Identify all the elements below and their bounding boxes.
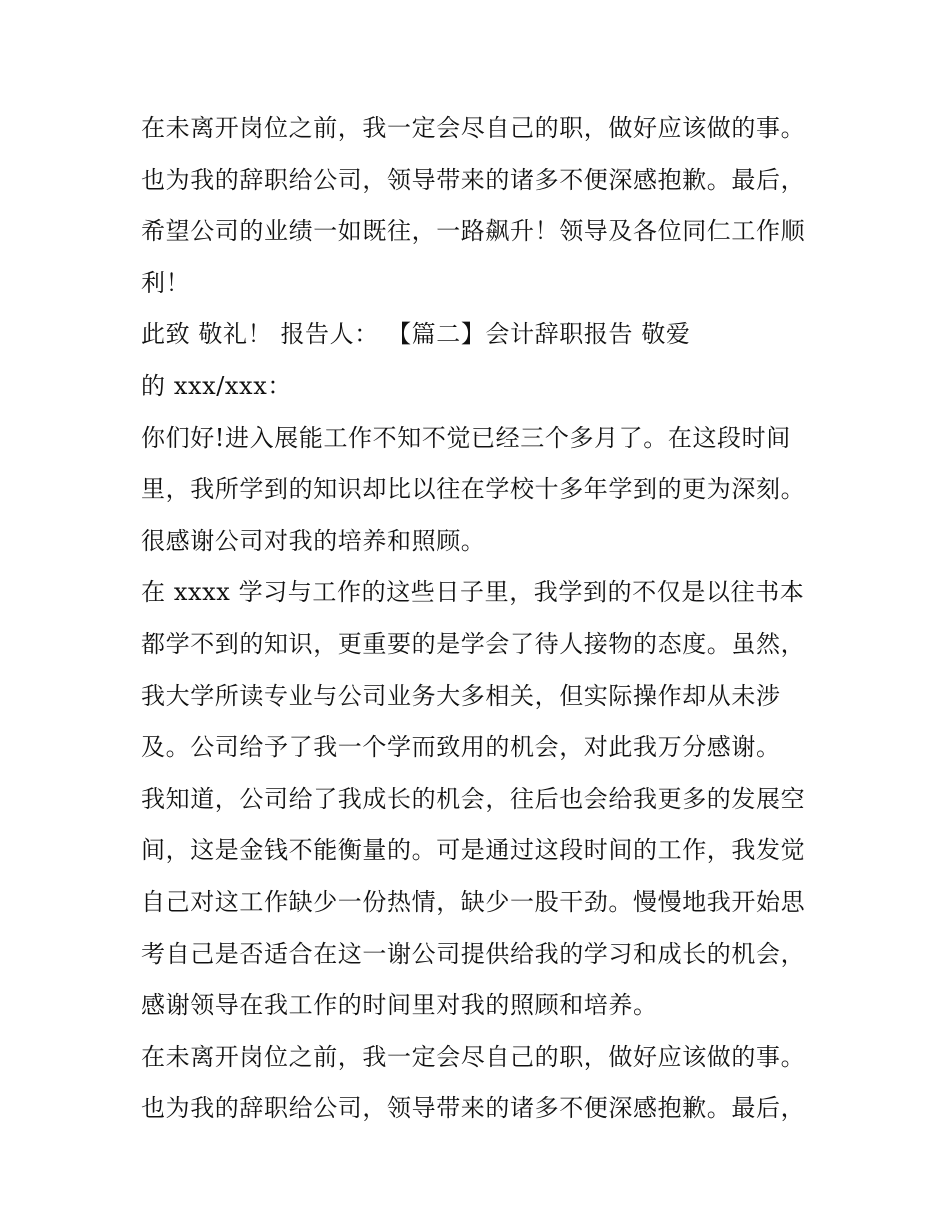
text-line: 里，我所学到的知识却比以往在学校十多年学到的更为深刻。	[141, 475, 806, 504]
text-line: 都学不到的知识，更重要的是学会了待人接物的态度。虽然，	[141, 629, 806, 658]
text-line: 自己对这工作缺少一份热情，缺少一股干劲。慢慢地我开始思	[141, 887, 806, 916]
text-line: 考自己是否适合在这一谢公司提供给我的学习和成长的机会，	[141, 939, 806, 968]
text-line: 感谢领导在我工作的时间里对我的照顾和培养。	[141, 991, 658, 1020]
text-line: 此致 敬礼！ 报告人： 【篇二】会计辞职报告 敬爱	[141, 320, 691, 349]
text-line: 间，这是金钱不能衡量的。可是通过这段时间的工作，我发觉	[141, 836, 806, 865]
text-line: 也为我的辞职给公司，领导带来的诸多不便深感抱歉。最后，	[141, 1094, 806, 1123]
text-line: 很感谢公司对我的培养和照顾。	[141, 526, 486, 555]
text-line: 在 xxxx 学习与工作的这些日子里，我学到的不仅是以往书本	[141, 578, 805, 607]
text-line: 希望公司的业绩一如既往，一路飙升！领导及各位同仁工作顺	[141, 217, 806, 246]
text-line: 你们好!进入展能工作不知不觉已经三个多月了。在这段时间	[141, 423, 791, 452]
text-line: 利！	[141, 268, 191, 297]
text-line: 也为我的辞职给公司，领导带来的诸多不便深感抱歉。最后，	[141, 165, 806, 194]
text-line: 在未离开岗位之前，我一定会尽自己的职，做好应该做的事。	[141, 114, 806, 142]
text-line: 的 xxx/xxx：	[141, 371, 292, 400]
text-line: 我大学所读专业与公司业务大多相关，但实际操作却从未涉	[141, 681, 781, 710]
text-line: 及。公司给予了我一个学而致用的机会，对此我万分感谢。	[141, 733, 781, 762]
document-body	[141, 103, 821, 1135]
text-line: 我知道，公司给了我成长的机会，往后也会给我更多的发展空	[141, 784, 806, 813]
text-line: 在未离开岗位之前，我一定会尽自己的职，做好应该做的事。	[141, 1042, 806, 1071]
